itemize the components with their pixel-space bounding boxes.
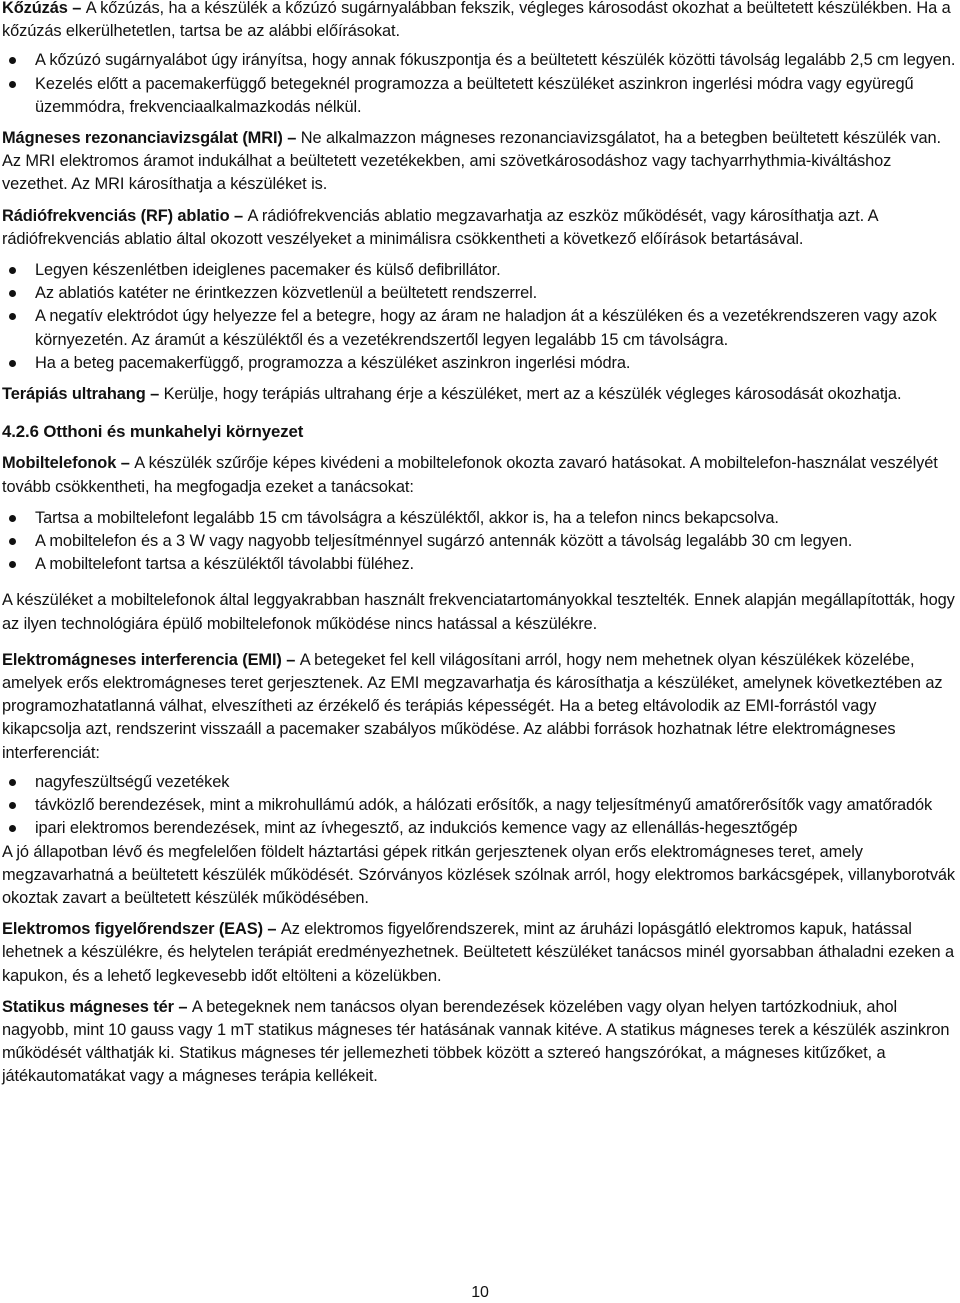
paragraph-emi [2,649,958,765]
term-dash: – [145,385,164,404]
list-mobiltelefonok [2,507,958,577]
list-item [2,305,958,351]
list-item-text: A mobiltelefon és a 3 W vagy nagyobb teljesítménnyel sugárzó antennák között a távolság legalább 30 cm legyen. [35,532,853,551]
list-item-text: Legyen készenlétben ideiglenes pacemaker és külső defibrillátor. [35,261,501,280]
list-item-text: A mobiltelefont tartsa a készüléktől távolabbi füléhez. [35,555,414,574]
list-item-text: Kezelés előtt a pacemakerfüggő betegeknél programozza a beültetett készüléket aszinkron ingerlési módra vagy együregű üzemmódra, frekvenciaalkalmazkodás nélkül. [35,74,914,116]
bullet-icon [9,802,16,809]
term-mobiltelefonok: Mobiltelefonok [2,454,117,473]
bullet-icon [9,313,16,320]
bullet-icon [9,290,16,297]
term-mri: Mágneses rezonanciavizsgálat (MRI) [2,129,283,148]
paragraph-ultrahang [2,383,958,406]
paragraph-kozuzas [2,0,958,43]
list-emi [2,771,958,841]
term-statikus-mages-ter: Statikus mágneses tér [2,997,174,1016]
bullet-icon [9,825,16,832]
term-dash: – [262,920,281,939]
bullet-icon [9,81,16,88]
section-number: 4.2.6 [2,422,39,442]
list-item-text: Ha a beteg pacemakerfüggő, programozza a készüléket aszinkron ingerlési módra. [35,353,631,372]
paragraph-statikus-mages-ter [2,996,958,1089]
list-item [2,49,958,72]
bullet-icon [9,57,16,64]
list-item-text: Tartsa a mobiltelefont legalább 15 cm távolságra a készüléktől, akkor is, ha a telefon nincs bekapcsolva. [35,508,779,527]
bullet-icon [9,779,16,786]
list-item [2,259,958,282]
page-number: 10 [471,1284,489,1301]
bullet-icon [9,515,16,522]
term-dash: – [116,454,135,473]
list-item-text: A negatív elektródot úgy helyezze fel a betegre, hogy az áram ne haladjon át a készüléken és a vezetékrendszeren vagy azok környezetén. Az áramút a készüléktől és a vezetékrendszertől legyen legalább 15 cm távolságra. [35,307,937,349]
list-item [2,771,958,794]
list-item [2,553,958,576]
paragraph-text: A betegeket fel kell világosítani arról, hogy nem mehetnek olyan készülékek közelébe, amelyek erős elektromágneses teret gerjesztenek. Az EMI megzavarhatja és károsíthatja a készüléket, amelynek következtében az programozhatatlanná válhat, elveszítheti az érzékelő és terápiás képességét. Ha a beteg eltávolodik az EMI-forrástól vagy kikapcsolja azt, rendszerint visszaáll a pacemaker szabályos működése. Az alábbi források hozhatnak létre elektromágneses interferenciát: [2,650,943,762]
list-item [2,282,958,305]
term-kozuzas: Kőzúzás [2,0,68,17]
list-rf-ablatio [2,259,958,375]
paragraph-text: Az elektromos figyelőrendszerek, mint az áruházi lopásgátló elektromos kapuk, hatással lehetnek a készülékre, és helytelen terápiát eredményezhetnek. Beültetett készüléket tanácsos minél gyorsabban áthaladni ezeken a kapukon, és a lehető legkevesebb időt eltölteni a közelükben. [2,920,955,985]
paragraph-rf-ablatio [2,205,958,251]
list-item-text: távközlő berendezések, mint a mikrohullámú adók, a hálózati erősítők, a nagy teljesítményű amatőrerősítők vagy amatőradók [35,796,933,815]
term-ultrahang: Terápiás ultrahang [2,385,146,404]
bullet-icon [9,360,16,367]
paragraph-text: A rádiófrekvenciás ablatio megzavarhatja az eszköz működését, vagy károsíthatja azt. A rádiófrekvenciás ablatio által okozott veszélyeket a minimálisra csökkentheti a következő előírások betartásával. [2,206,878,248]
paragraph-mobiltelefonok [2,452,958,498]
paragraph-mri [2,127,958,197]
paragraph-text: A kőzúzás, ha a készülék a kőzúzó sugárnyalábban fekszik, végleges károsodást okozhat a beültetett készülékben. Ha a kőzúzás elkerülhetetlen, tartsa be az alábbi előírásokat. [2,0,951,41]
list-item [2,73,958,119]
bullet-icon [9,538,16,545]
list-item-text: Az ablatiós katéter ne érintkezzen közvetlenül a beültetett rendszerrel. [35,284,538,303]
list-item-text: ipari elektromos berendezések, mint az ívhegesztő, az indukciós kemence vagy az ellenállás-hegesztőgép [35,819,798,838]
term-eas: Elektromos figyelőrendszer (EAS) [2,920,263,939]
list-item [2,817,958,840]
term-dash: – [282,129,301,148]
list-item [2,507,958,530]
list-item [2,794,958,817]
term-emi: Elektromágneses interferencia (EMI) [2,650,282,669]
paragraph-text: A készülék szűrője képes kivédeni a mobiltelefonok okozta zavaró hatásokat. A mobiltelefon-használat veszélyét tovább csökkentheti, ha megfogadja ezeket a tanácsokat: [2,454,938,496]
paragraph-mobil-teszt: A készüléket a mobiltelefonok által leggyakrabban használt frekvenciatartományokkal tesztelték. Ennek alapján megállapították, hogy az ilyen technológiára épülő mobiltelefonok működése nincs hatással a készülékre. [2,591,955,633]
list-kozuzas [2,49,958,119]
term-dash: – [173,997,192,1016]
paragraph-text: Kerülje, hogy terápiás ultrahang érje a készüléket, mert az a készülék végleges károsodását okozhatja. [163,385,902,404]
list-item-text: A kőzúzó sugárnyalábot úgy irányítsa, hogy annak fókuszpontja és a beültetett készülék közötti távolság legalább 2,5 cm legyen. [35,51,956,70]
list-item-text: nagyfeszültségű vezetékek [35,772,230,791]
paragraph-haztartasi-gepek: A jó állapotban lévő és megfelelően földelt háztartási gépek ritkán gerjesztenek olyan erős elektromágneses teret, amely megzavarhatná a beültetett készülék működését. Szórványos közlések szólnak arról, hogy elektromos barkácsgépek, villanyborotvák okoztak zavart a beültetett készülék működésében. [2,842,956,907]
paragraph-text: Ne alkalmazzon mágneses rezonanciavizsgálatot, ha a betegben beültetett készülék van. Az MRI elektromos áramot indukálhat a beültetett vezetékekben, ami szövetkárosodáshoz vagy tachyarrhythmia-kiváltáshoz vezethet. Az MRI károsíthatja a készüléket is. [2,129,941,194]
term-dash: – [281,650,300,669]
bullet-icon [9,561,16,568]
list-item [2,530,958,553]
section-heading [2,420,958,443]
paragraph-eas [2,918,958,988]
section-title: Otthoni és munkahelyi környezet [43,422,304,442]
term-dash: – [229,206,248,225]
term-rf-ablatio: Rádiófrekvenciás (RF) ablatio [2,206,230,225]
bullet-icon [9,267,16,274]
term-dash: – [67,0,86,17]
paragraph-text: A betegeknek nem tanácsos olyan berendezések közelében vagy olyan helyen tartózkodniuk, ahol nagyobb, mint 10 gauss vagy 1 mT statikus mágneses tér hatásának vannak kitéve. A statikus mágneses terek a készülék aszinkron működését válthatják ki. Statikus mágneses tér jellemezheti többek között a sztereó hangszórókat, a mágneses kitűzőket, a játékautomatákat vagy a mágneses terápia kellékeit. [2,997,950,1086]
list-item [2,352,958,375]
